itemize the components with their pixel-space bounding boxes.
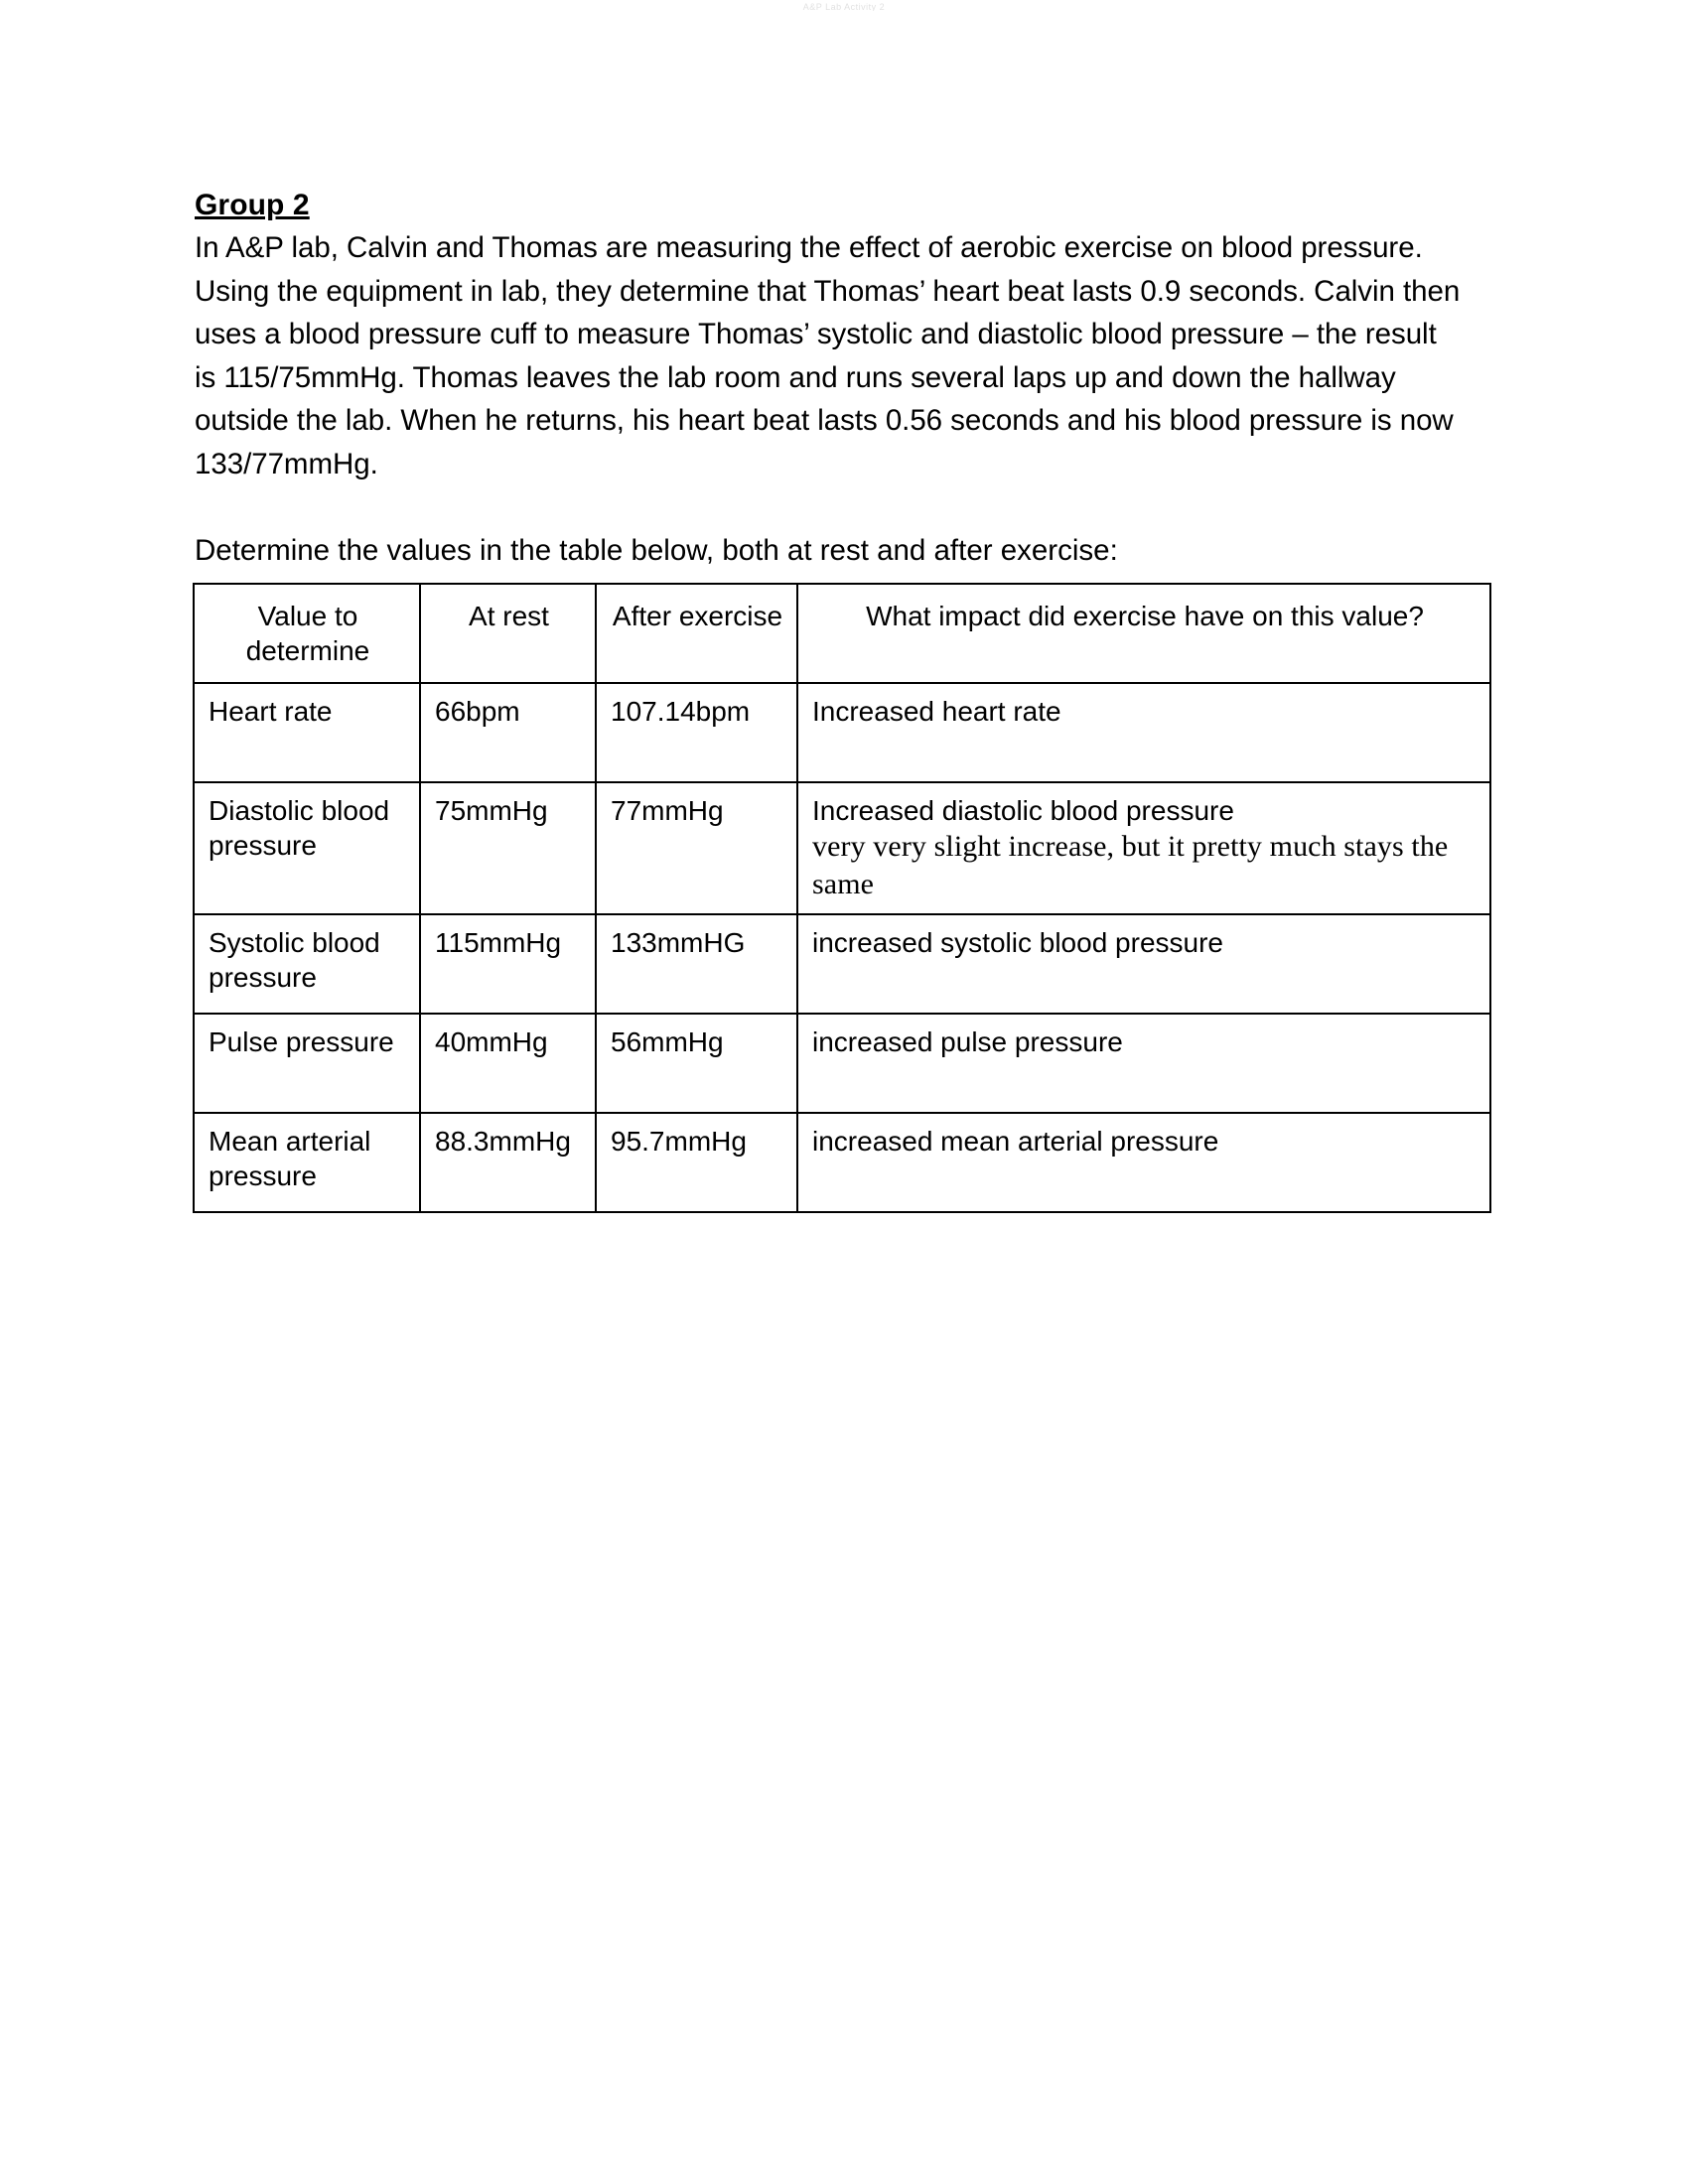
row-after-exercise: 56mmHg	[596, 1014, 797, 1113]
row-label: Diastolic blood pressure	[194, 782, 420, 914]
column-header-impact: What impact did exercise have on this value?	[797, 584, 1490, 683]
row-at-rest: 75mmHg	[420, 782, 596, 914]
table-row	[194, 1014, 1490, 1113]
page-title: Group 2	[195, 189, 310, 221]
row-label: Heart rate	[194, 683, 420, 782]
row-at-rest: 40mmHg	[420, 1014, 596, 1113]
table-row	[194, 683, 1490, 782]
row-impact-main: increased pulse pressure	[812, 1026, 1123, 1057]
row-at-rest: 88.3mmHg	[420, 1113, 596, 1212]
row-label: Systolic blood pressure	[194, 914, 420, 1014]
row-impact-main: increased mean arterial pressure	[812, 1126, 1219, 1157]
paragraph-spacer	[195, 485, 1490, 529]
row-impact	[797, 683, 1490, 782]
instruction-line: Determine the values in the table below, both at rest and after exercise:	[195, 534, 1118, 567]
row-impact-main: Increased heart rate	[812, 696, 1061, 727]
table-body	[194, 683, 1490, 1212]
scenario-paragraph: In A&P lab, Calvin and Thomas are measuring the effect of aerobic exercise on blood pressure. Using the equipment in lab, they determine that Thomas’ heart beat lasts 0.9 seconds. Calvin then uses a blood pressure cuff to measure Thomas’ systolic and diastolic blood pressure – the result is 115/75mmHg. Thomas leaves the lab room and runs several laps up and down the hallway outside the lab. When he returns, his heart beat lasts 0.56 seconds and his blood pressure is now 133/77mmHg.	[195, 231, 1461, 480]
row-impact-main: increased systolic blood pressure	[812, 927, 1223, 958]
table-header-row	[194, 584, 1490, 683]
row-at-rest: 66bpm	[420, 683, 596, 782]
row-after-exercise: 77mmHg	[596, 782, 797, 914]
row-after-exercise: 95.7mmHg	[596, 1113, 797, 1212]
row-impact	[797, 782, 1490, 914]
table-row	[194, 782, 1490, 914]
row-impact-note: very very slight increase, but it pretty much stays the same	[812, 830, 1449, 900]
page-top-artifact: A&P Lab Activity 2	[802, 2, 886, 11]
values-table	[193, 583, 1491, 1213]
column-header-at-rest: At rest	[420, 584, 596, 683]
row-at-rest: 115mmHg	[420, 914, 596, 1014]
row-impact	[797, 914, 1490, 1014]
table-row	[194, 914, 1490, 1014]
row-label: Pulse pressure	[194, 1014, 420, 1113]
row-label: Mean arterial pressure	[194, 1113, 420, 1212]
row-impact-main: Increased diastolic blood pressure	[812, 795, 1234, 826]
row-impact	[797, 1113, 1490, 1212]
row-impact	[797, 1014, 1490, 1113]
table-row	[194, 1113, 1490, 1212]
row-after-exercise: 107.14bpm	[596, 683, 797, 782]
document-body	[195, 185, 1490, 573]
column-header-after-exercise: After exercise	[596, 584, 797, 683]
row-after-exercise: 133mmHG	[596, 914, 797, 1014]
column-header-value: Value to determine	[194, 584, 420, 683]
